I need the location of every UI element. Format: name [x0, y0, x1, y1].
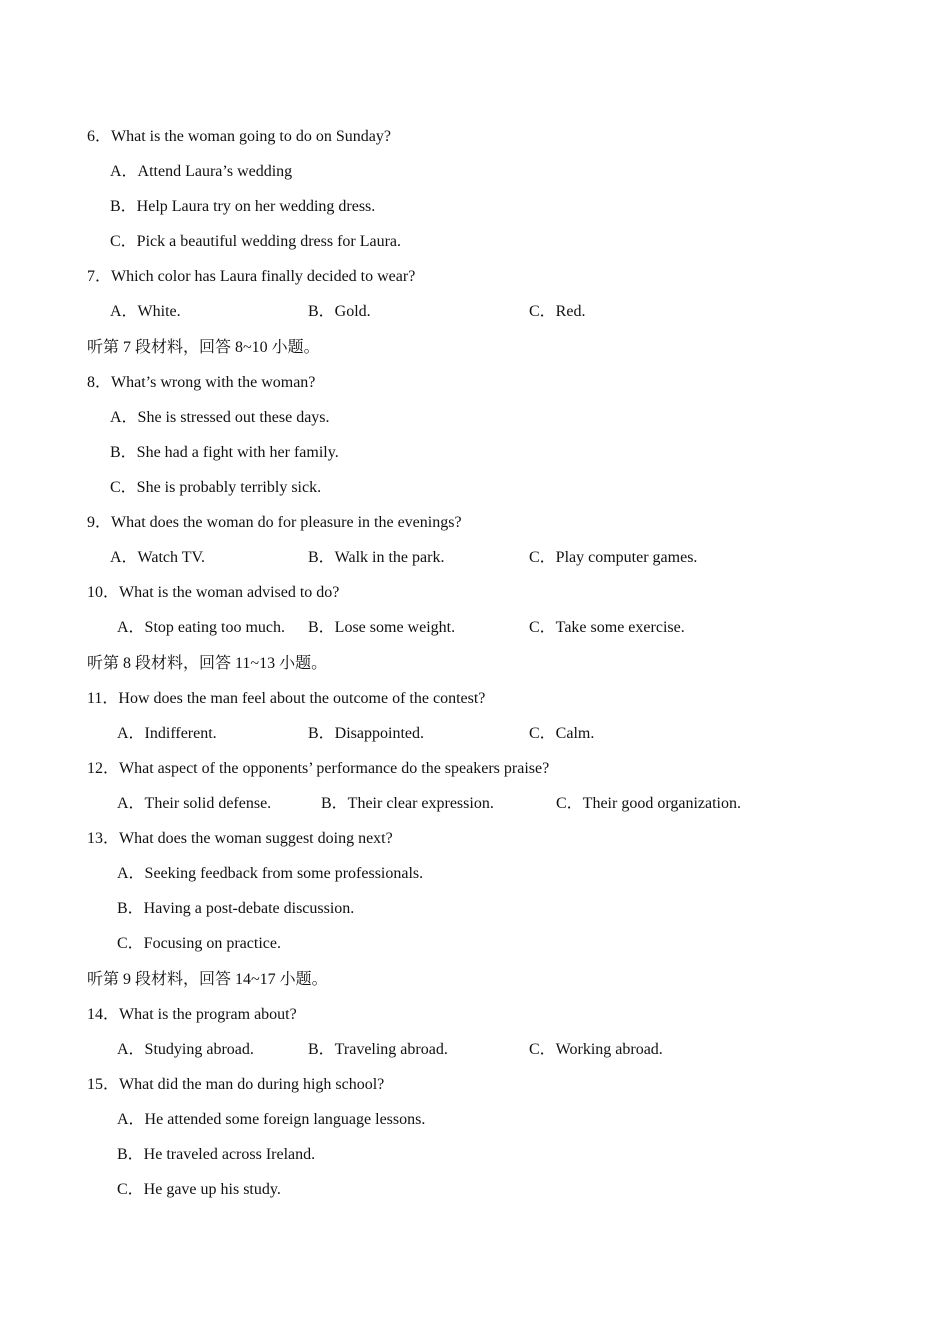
question-7-option-c: C．Red.: [529, 303, 586, 320]
question-14-option-b: B．Traveling abroad.: [308, 1041, 448, 1058]
question-11-option-c: C．Calm.: [529, 725, 595, 742]
question-8-option-c: C．She is probably terribly sick.: [110, 479, 322, 496]
question-10-stem: 10．What is the woman advised to do?: [87, 584, 340, 601]
question-8-stem: 8．What’s wrong with the woman?: [87, 374, 316, 391]
question-7-option-a: A．White.: [110, 303, 181, 320]
question-10-option-a: A．Stop eating too much.: [117, 619, 285, 636]
question-13-option-b: B．Having a post-debate discussion.: [117, 900, 355, 917]
question-12-option-a: A．Their solid defense.: [117, 795, 272, 812]
question-7-stem: 7．Which color has Laura finally decided to wear?: [87, 268, 416, 285]
question-12-option-b: B．Their clear expression.: [321, 795, 494, 812]
question-15-option-b: B．He traveled across Ireland.: [117, 1146, 316, 1163]
question-6-option-a: A．Attend Laura’s wedding: [110, 163, 293, 180]
question-15-option-c: C．He gave up his study.: [117, 1181, 281, 1198]
question-11-stem: 11．How does the man feel about the outcome of the contest?: [87, 690, 486, 707]
question-9-option-b: B．Walk in the park.: [308, 549, 445, 566]
question-6-stem: 6．What is the woman going to do on Sunday?: [87, 128, 391, 145]
question-10-option-b: B．Lose some weight.: [308, 619, 456, 636]
question-13-stem: 13．What does the woman suggest doing next?: [87, 830, 393, 847]
question-11-option-a: A．Indifferent.: [117, 725, 217, 742]
question-15-option-a: A．He attended some foreign language lessons.: [117, 1111, 426, 1128]
section-8-instruction: 听第 8 段材料，回答 11~13 小题。: [87, 655, 328, 672]
question-10-option-c: C．Take some exercise.: [529, 619, 685, 636]
question-9-option-a: A．Watch TV.: [110, 549, 206, 566]
question-9-option-c: C．Play computer games.: [529, 549, 698, 566]
question-14-stem: 14．What is the program about?: [87, 1006, 297, 1023]
question-15-stem: 15．What did the man do during high school?: [87, 1076, 385, 1093]
question-12-option-c: C．Their good organization.: [556, 795, 742, 812]
question-7-option-b: B．Gold.: [308, 303, 371, 320]
question-14-option-c: C．Working abroad.: [529, 1041, 663, 1058]
question-6-option-c: C．Pick a beautiful wedding dress for Laura.: [110, 233, 402, 250]
question-13-option-a: A．Seeking feedback from some professionals.: [117, 865, 424, 882]
section-7-instruction: 听第 7 段材料，回答 8~10 小题。: [87, 339, 320, 356]
question-13-option-c: C．Focusing on practice.: [117, 935, 281, 952]
question-14-option-a: A．Studying abroad.: [117, 1041, 254, 1058]
question-11-option-b: B．Disappointed.: [308, 725, 424, 742]
question-8-option-b: B．She had a fight with her family.: [110, 444, 339, 461]
question-8-option-a: A．She is stressed out these days.: [110, 409, 330, 426]
question-6-option-b: B．Help Laura try on her wedding dress.: [110, 198, 376, 215]
question-12-stem: 12．What aspect of the opponents’ performance do the speakers praise?: [87, 760, 550, 777]
question-9-stem: 9．What does the woman do for pleasure in the evenings?: [87, 514, 462, 531]
section-9-instruction: 听第 9 段材料，回答 14~17 小题。: [87, 971, 328, 988]
